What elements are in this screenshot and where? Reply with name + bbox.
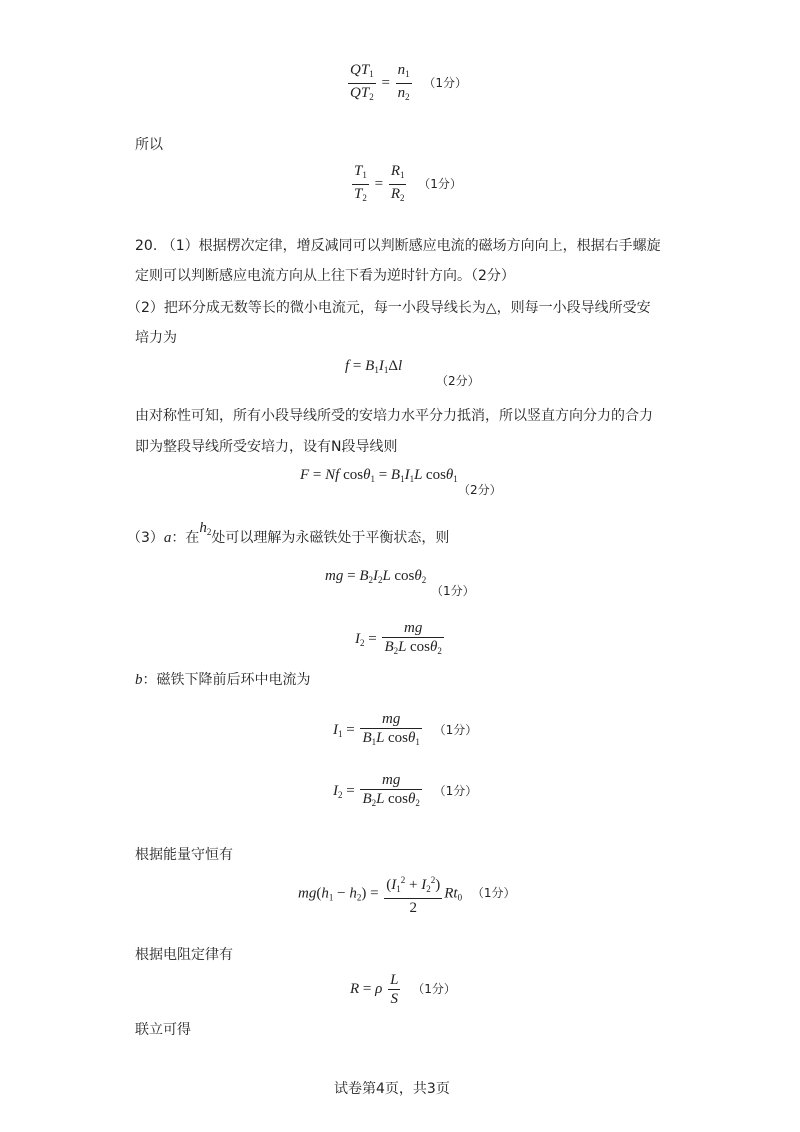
label-b: b [135,672,143,688]
energy-text: 根据能量守恒有 [135,847,233,863]
equation-current-i1: $I_1$ = $\frac{mg}{B_1L \cos\theta_1}$ （1分） [333,711,478,747]
score-label: （1分） [471,886,516,901]
score-label: （1分） [418,176,462,191]
part-b-line [135,670,311,690]
symmetry-line2: 即为整段导线所受安培力，设有N段导线则 [135,439,398,455]
part-b-text: ：磁铁下降前后环中电流为 [142,672,311,688]
q20-part2-line1: （2）把环分成无数等长的微小电流元，每一小段导线长为△，则每一小段导线所受安 [127,300,651,316]
resistance-text: 根据电阻定律有 [135,947,233,963]
symbol-h2: $h_2$ [199,520,212,537]
text-suoyi: 所以 [135,137,163,153]
equation-period-ratio: $\frac{T_1}{T_2}$ = $\frac{R_1}{R_2}$ （1分） [354,163,462,203]
q20-part3-line [127,520,450,552]
text-zai: ：在 [171,530,200,546]
equation-energy: $mg(h_1 - h_2)$ = $\frac{(I_1^2 + I_2^2)}{2}$ $Rt_0$ （1分） [298,872,515,916]
equation-total-force: F = Nf $\cos\theta_1 = B_1I_1L$ cosθ$_1$ [300,467,458,484]
score-label: （1分） [433,783,478,798]
equation-balance: mg = $B_2I_2L$ cosθ$_2$ [325,568,427,585]
part-number: （3） [127,530,164,546]
equation-current-i2-repeat: $I_2$ = $\frac{mg}{B_2L \cos\theta_2}$ （1分） [333,772,478,808]
score-label: （1分） [433,722,478,737]
score-label: （2分） [458,483,502,497]
score-label: （2分） [436,374,480,388]
equation-charge-ratio: $\frac{QT_1}{QT_2}$ = $\frac{n_1}{n_2}$ （1分） [350,62,468,102]
label-a: a [163,530,172,546]
equation-element-force: $f = B_1I_1\Delta l$ [345,358,403,375]
q20-part1-line1: 20. （1）根据楞次定律，增反减同可以判断感应电流的磁场方向向上，根据右手螺旋 [135,238,661,254]
text-balance: 处可以理解为永磁铁处于平衡状态，则 [211,530,450,546]
equation-resistance: R = ρ $\frac{L}{S}$ （1分） [350,972,456,1007]
q20-part1-line2: 定则可以判断感应电流方向从上往下看为逆时针方向。（2分） [135,268,515,284]
symmetry-line1: 由对称性可知，所有小段导线所受的安培力水平分力抵消，所以竖直方向分力的合力 [135,408,653,424]
q20-part2-line2: 培力为 [135,330,177,346]
score-label: （1分） [412,981,456,996]
score-label: （1分） [431,584,475,598]
combine-text: 联立可得 [135,1022,191,1038]
page-footer: 试卷第4页，共3页 [334,1081,450,1097]
score-label: （1分） [423,75,468,90]
equation-current-i2: $I_2$ = $\frac{mg}{B_2L \cos\theta_2}$ [355,620,442,656]
